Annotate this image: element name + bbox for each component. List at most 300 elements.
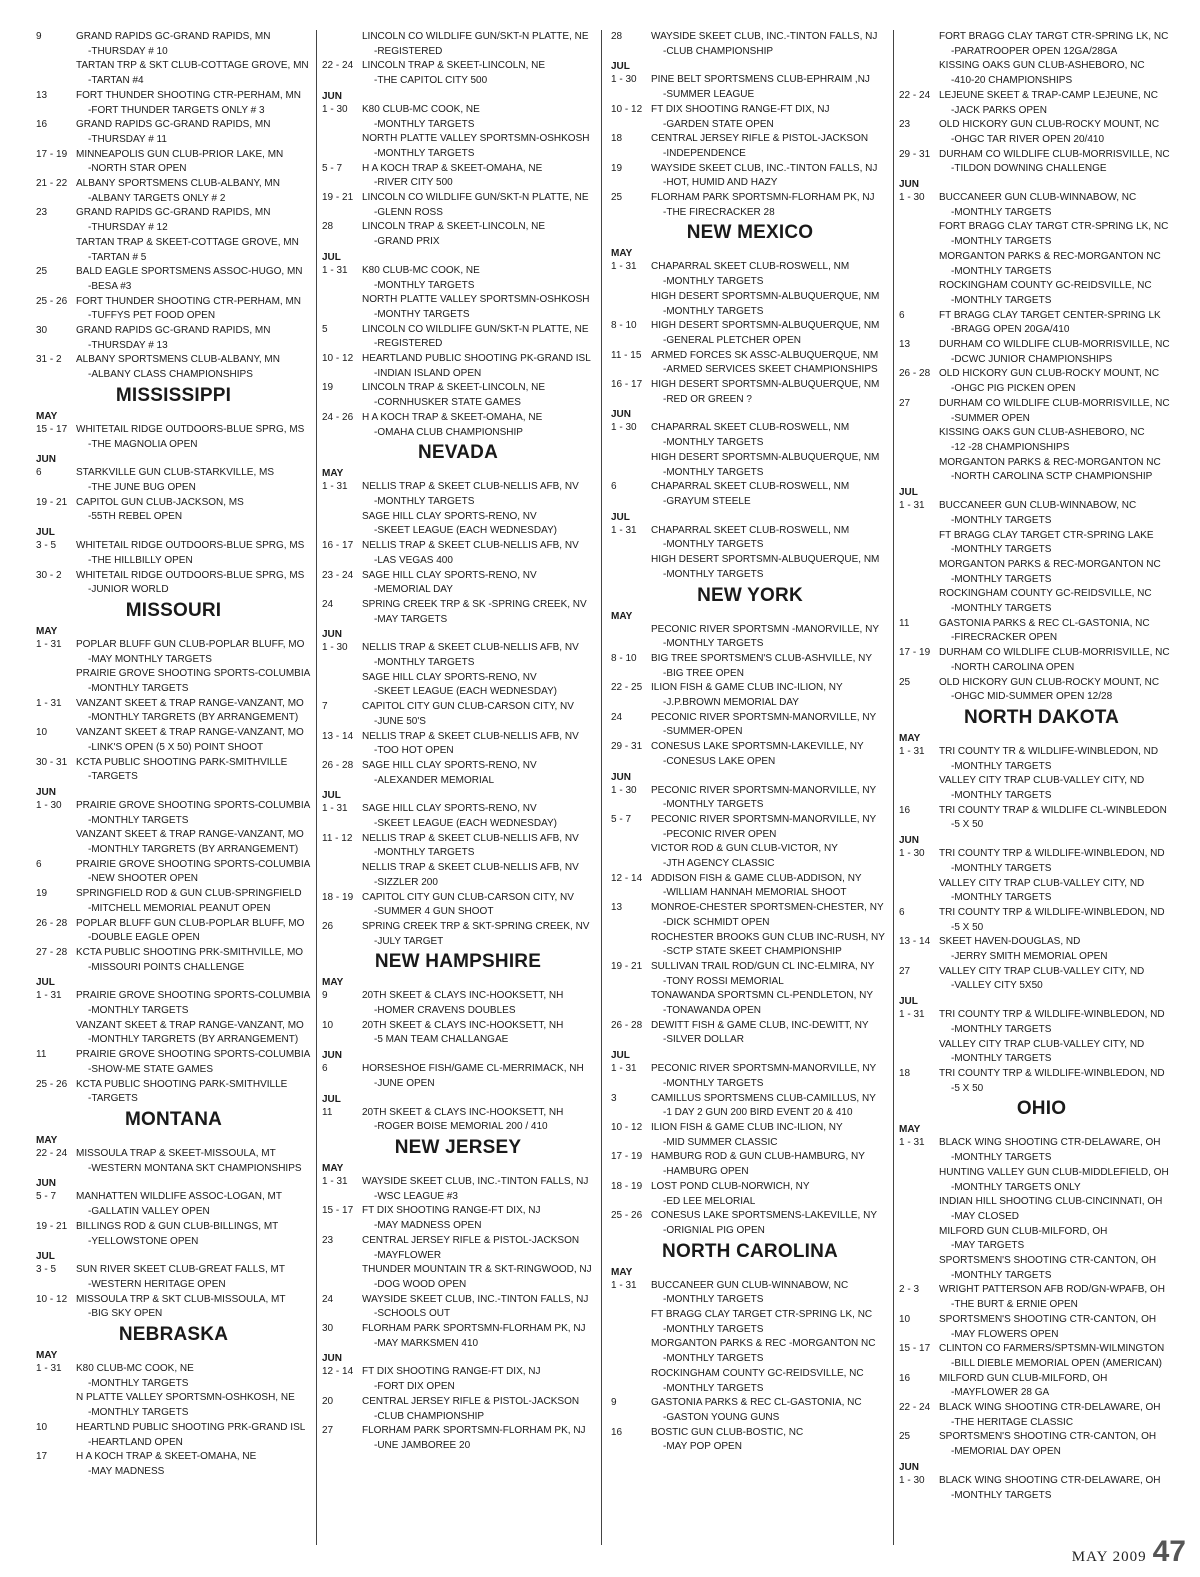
club-location: DEWITT FISH & GAME CLUB, INC-DEWITT, NY [651, 1019, 869, 1031]
event-entry [36, 324, 311, 353]
event-entry [611, 30, 889, 59]
club-location: POPLAR BLUFF GUN CLUB-POPLAR BLUFF, MO [76, 638, 305, 650]
event-name: -ROGER BOISE MEMORIAL 200 / 410 [374, 1121, 548, 1133]
club-location: DURHAM CO WILDLIFE CLUB-MORRISVILLE, NC [939, 148, 1170, 160]
column-1 [36, 30, 311, 1550]
event-name: -LINK'S OPEN (5 X 50) POINT SHOOT [88, 741, 264, 753]
event-dates: 1 - 30 [899, 1474, 925, 1486]
event-dates: 10 [899, 1313, 911, 1325]
event-entry [322, 352, 594, 381]
event-entry [322, 103, 594, 162]
event-name: -5 X 50 [951, 819, 984, 831]
club-location: ROCKINGHAM COUNTY GC-REIDSVILLE, NC [939, 280, 1152, 292]
event-entry [611, 813, 889, 872]
event-entry [611, 711, 889, 740]
event-dates: 10 - 12 [611, 103, 643, 115]
club-location: POPLAR BLUFF GUN CLUB-POPLAR BLUFF, MO [76, 917, 305, 929]
club-location: K80 CLUB-MC COOK, NE [362, 264, 480, 276]
event-dates: 10 [36, 1421, 48, 1433]
club-location: SPRING CREEK TRP & SK -SPRING CREEK, NV [362, 598, 587, 610]
event-name: -DICK SCHMIDT OPEN [663, 916, 770, 928]
event-name: -TONY ROSSI MEMORIAL [663, 975, 784, 987]
club-location: CONESUS LAKE SPORTSMENS-LAKEVILLE, NY [651, 1210, 878, 1222]
event-dates: 30 [36, 325, 48, 337]
column-divider [601, 30, 602, 1545]
event-name: -GENERAL PLETCHER OPEN [663, 334, 801, 346]
club-location: PRAIRIE GROVE SHOOTING SPORTS-COLUMBIA [76, 858, 311, 870]
club-location: HIGH DESERT SPORTSMN-ALBUQUERQUE, NM [651, 320, 880, 332]
event-entry [36, 496, 311, 525]
event-entry [899, 397, 1184, 485]
event-name: -ALEXANDER MEMORIAL [374, 774, 495, 786]
event-entry [899, 804, 1184, 833]
month-label: MAY [322, 468, 344, 480]
state-heading: NORTH DAKOTA [963, 706, 1120, 728]
club-location: MILFORD GUN CLUB-MILFORD, OH [939, 1372, 1108, 1384]
event-name: -SUMMER-OPEN [663, 726, 743, 738]
event-name: -JTH AGENCY CLASSIC [663, 858, 775, 870]
event-dates: 27 [899, 397, 911, 409]
event-entry [899, 1313, 1184, 1342]
club-location: FT DIX SHOOTING RANGE-FT DIX, NJ [651, 103, 830, 115]
event-dates: 15 - 17 [322, 1205, 354, 1217]
event-dates: 29 - 31 [899, 148, 931, 160]
event-dates: 1 - 30 [611, 74, 637, 86]
club-location: DURHAM CO WILDLIFE CLUB-MORRISVILLE, NC [939, 339, 1170, 351]
club-location: FORT BRAGG CLAY TARGT CTR-SPRING LK, NC [939, 221, 1169, 233]
event-entry [611, 319, 889, 348]
event-name: -SUMMER OPEN [951, 412, 1030, 424]
club-location: WHITETAIL RIDGE OUTDOORS-BLUE SPRG, MS [76, 540, 305, 552]
month-label: JUN [36, 1178, 57, 1190]
month-label: MAY [611, 610, 633, 622]
event-dates: 10 - 12 [322, 353, 354, 365]
event-entry [36, 946, 311, 975]
event-entry [36, 858, 311, 887]
event-entry [322, 1019, 594, 1048]
event-entry [611, 1019, 889, 1048]
event-entry [36, 569, 311, 598]
event-entry [611, 421, 889, 480]
event-dates: 1 - 30 [322, 642, 348, 654]
event-entry [322, 832, 594, 891]
event-name: -MAYFLOWER 28 GA [951, 1387, 1050, 1399]
event-name: -MAY MONTHLY TARGETS [88, 653, 212, 665]
event-name: -MONTHLY TARGETS [663, 466, 764, 478]
event-dates: 11 [36, 1049, 47, 1061]
event-dates: 21 - 22 [36, 178, 68, 190]
event-dates: 1 - 31 [899, 1137, 925, 1149]
club-location: BUCCANEER GUN CLUB-WINNABOW, NC [939, 500, 1137, 512]
club-location: H A KOCH TRAP & SKEET-OMAHA, NE [362, 411, 543, 423]
event-name: -JERRY SMITH MEMORIAL OPEN [951, 951, 1108, 963]
club-location: WHITETAIL RIDGE OUTDOORS-BLUE SPRG, MS [76, 423, 305, 435]
event-entry [36, 887, 311, 916]
event-dates: 1 - 30 [899, 848, 925, 860]
club-location: TRI COUNTY TRP & WILDLIFE-WINBLEDON, ND [939, 848, 1165, 860]
event-entry [611, 740, 889, 769]
event-name: -MONTHLY TARGETS [663, 1323, 764, 1335]
club-location: MONROE-CHESTER SPORTSMEN-CHESTER, NY [651, 902, 884, 914]
event-name: -ORIGNIAL PIG OPEN [663, 1224, 765, 1236]
club-location: TONAWANDA SPORTSMN CL-PENDLETON, NY [651, 990, 874, 1002]
club-location: OLD HICKORY GUN CLUB-ROCKY MOUNT, NC [939, 119, 1160, 131]
club-location: KCTA PUBLIC SHOOTING PARK-SMITHVILLE [76, 1078, 288, 1090]
club-location: MORGANTON PARKS & REC-MORGANTON NC [939, 558, 1161, 570]
event-name: -MAY MADNESS [88, 1465, 165, 1477]
event-entry [611, 103, 889, 132]
event-name: -THE MAGNOLIA OPEN [88, 438, 198, 450]
event-entry [36, 89, 311, 118]
event-entry [36, 177, 311, 206]
event-dates: 28 [322, 221, 334, 233]
club-location: FT DIX SHOOTING RANGE-FT DIX, NJ [362, 1366, 541, 1378]
club-location: VANZANT SKEET & TRAP RANGE-VANZANT, MO [76, 727, 304, 739]
month-label: JUL [36, 527, 55, 539]
event-entry [36, 917, 311, 946]
event-name: -MONTHLY TARGRETS (BY ARRANGEMENT) [88, 712, 299, 724]
club-location: NORTH PLATTE VALLEY SPORTSMN-OSHKOSH [362, 294, 590, 306]
club-location: ALBANY SPORTSMENS CLUB-ALBANY, MN [76, 178, 280, 190]
event-dates: 26 - 28 [899, 368, 931, 380]
event-entry [322, 1293, 594, 1322]
event-entry [36, 1190, 311, 1219]
event-dates: 9 [36, 31, 42, 42]
club-location: GRAND RAPIDS GC-GRAND RAPIDS, MN [76, 31, 271, 42]
event-dates: 30 - 2 [36, 569, 62, 581]
column-divider [316, 30, 317, 1545]
event-name: -GALLATIN VALLEY OPEN [88, 1206, 210, 1218]
club-location: INDIAN HILL SHOOTING CLUB-CINCINNATI, OH [939, 1196, 1163, 1208]
event-name: -ARMED SERVICES SKEET CHAMPIONSHIPS [663, 364, 878, 376]
event-entry [899, 1136, 1184, 1283]
club-location: WHITETAIL RIDGE OUTDOORS-BLUE SPRG, MS [76, 569, 305, 581]
event-name: -MONTHLY TARGETS [951, 265, 1052, 277]
event-entry [899, 30, 1184, 89]
event-entry [611, 1121, 889, 1150]
club-location: KISSING OAKS GUN CLUB-ASHEBORO, NC [939, 60, 1145, 72]
event-dates: 1 - 31 [611, 1279, 637, 1291]
event-dates: 1 - 31 [611, 1063, 637, 1075]
club-location: CAPITOL CITY GUN CLUB-CARSON CITY, NV [362, 891, 574, 903]
event-dates: 30 [322, 1323, 334, 1335]
state-heading: MISSISSIPPI [115, 384, 232, 406]
event-entry [611, 349, 889, 378]
club-location: CHAPARRAL SKEET CLUB-ROSWELL, NM [651, 524, 850, 536]
club-location: H A KOCH TRAP & SKEET-OMAHA, NE [76, 1451, 257, 1463]
month-label: JUN [899, 835, 920, 847]
event-name: -NORTH CAROLINA SCTP CHAMPIONSHIP [951, 471, 1153, 483]
event-name: -MONTHLY TARGETS [88, 1377, 189, 1389]
event-dates: 1 - 30 [899, 192, 925, 204]
event-dates: 1 - 30 [36, 799, 62, 811]
column-2 [322, 30, 594, 1550]
event-entry [611, 1426, 889, 1455]
event-entry [322, 162, 594, 191]
club-location: ILION FISH & GAME CLUB INC-ILION, NY [651, 1122, 843, 1133]
month-label: MAY [36, 1135, 58, 1146]
event-dates: 1 - 31 [899, 500, 925, 512]
event-name: -MONTHLY TARGETS [951, 892, 1052, 904]
month-label: MAY [899, 1124, 921, 1136]
club-location: WAYSIDE SKEET CLUB, INC.-TINTON FALLS, NJ [362, 1176, 589, 1187]
event-name: -TARTAN # 5 [88, 251, 147, 263]
club-location: FLORHAM PARK SPORTSMN-FLORHAM PK, NJ [362, 1323, 586, 1335]
event-entry [611, 1150, 889, 1179]
event-name: -BILL DIEBLE MEMORIAL OPEN (AMERICAN) [951, 1357, 1162, 1369]
club-location: MORGANTON PARKS & REC-MORGANTON NC [939, 250, 1161, 262]
event-name: -INDIAN ISLAND OPEN [374, 367, 482, 379]
event-entry [322, 802, 594, 831]
event-entry [322, 480, 594, 539]
event-dates: 3 [611, 1092, 617, 1104]
club-location: PECONIC RIVER SPORTSMN-MANORVILLE, NY [651, 784, 877, 796]
club-location: CENTRAL JERSEY RIFLE & PISTOL-JACKSON [362, 1234, 580, 1246]
month-label: JUL [611, 1050, 630, 1062]
event-name: -WESTERN MONTANA SKT CHAMPIONSHIPS [88, 1162, 302, 1174]
club-location: 20TH SKEET & CLAYS INC-HOOKSETT, NH [362, 990, 564, 1002]
event-entry [899, 148, 1184, 177]
event-name: -BIG SKY OPEN [88, 1308, 163, 1320]
club-location: BUCCANEER GUN CLUB-WINNABOW, NC [939, 192, 1137, 204]
event-dates: 10 - 12 [36, 1293, 68, 1305]
event-dates: 25 - 26 [36, 1078, 68, 1090]
event-dates: 6 [899, 309, 905, 321]
club-location: OLD HICKORY GUN CLUB-ROCKY MOUNT, NC [939, 676, 1160, 688]
event-entry [899, 499, 1184, 617]
event-name: -TARTAN #4 [88, 75, 144, 87]
event-name: -MONTHLY TARGETS [374, 495, 475, 507]
event-name: -SCHOOLS OUT [374, 1308, 451, 1320]
event-entry [611, 623, 889, 652]
month-label: JUN [611, 771, 632, 783]
event-name: -MAY MARKSMEN 410 [374, 1337, 479, 1349]
event-name: -TARGETS [88, 771, 138, 783]
state-heading: NEVADA [417, 442, 499, 464]
club-location: KISSING OAKS GUN CLUB-ASHEBORO, NC [939, 427, 1145, 439]
event-dates: 2 - 3 [899, 1284, 920, 1296]
event-name: -MAY POP OPEN [663, 1441, 742, 1453]
month-label: MAY [36, 1350, 58, 1362]
event-name: -5 X 50 [951, 1082, 984, 1094]
club-location: BILLINGS ROD & GUN CLUB-BILLINGS, MT [76, 1220, 279, 1232]
club-location: VALLEY CITY TRAP CLUB-VALLEY CITY, ND [939, 775, 1145, 787]
club-location: STARKVILLE GUN CLUB-STARKVILLE, MS [76, 467, 275, 479]
event-name: -THURSDAY # 10 [88, 45, 168, 57]
club-location: LINCOLN TRAP & SKEET-LINCOLN, NE [362, 60, 546, 72]
event-name: -JUNIOR WORLD [88, 584, 169, 596]
event-dates: 1 - 31 [36, 638, 62, 650]
event-name: -SKEET LEAGUE (EACH WEDNESDAY) [374, 818, 557, 830]
club-location: ILION FISH & GAME CLUB INC-ILION, NY [651, 682, 843, 694]
event-dates: 6 [36, 858, 42, 870]
club-location: LINCOLN CO WILDLIFE GUN/SKT-N PLATTE, NE [362, 323, 589, 335]
event-entry [322, 920, 594, 949]
event-name: -SIZZLER 200 [374, 876, 438, 888]
event-entry [611, 378, 889, 407]
event-entry [611, 652, 889, 681]
event-name: -MONTHLY TARGRETS (BY ARRANGEMENT) [88, 1034, 299, 1046]
month-label: JUN [36, 454, 57, 466]
event-entry [36, 1220, 311, 1249]
month-label: JUL [899, 487, 918, 499]
event-entry [611, 681, 889, 710]
event-name: -TOO HOT OPEN [374, 745, 454, 757]
event-entry [322, 759, 594, 788]
club-location: N PLATTE VALLEY SPORTSMN-OSHKOSH, NE [76, 1392, 295, 1404]
club-location: TARTAN TRAP & SKEET-COTTAGE GROVE, MN [76, 236, 299, 248]
club-location: SAGE HILL CLAY SPORTS-RENO, NV [362, 803, 537, 815]
month-label: MAY [36, 410, 58, 422]
column-3 [611, 30, 889, 1550]
event-dates: 22 - 24 [322, 60, 354, 72]
event-entry [36, 353, 311, 382]
event-name: -HEARTLAND OPEN [88, 1436, 183, 1448]
event-name: -MONTHLY TARGETS [951, 1023, 1052, 1035]
club-location: MORGANTON PARKS & REC-MORGANTON NC [939, 456, 1161, 468]
club-location: PRAIRIE GROVE SHOOTING SPORTS-COLUMBIA [76, 1049, 311, 1061]
event-entry [322, 700, 594, 729]
club-location: FORT THUNDER SHOOTING CTR-PERHAM, MN [76, 89, 302, 101]
event-entry [322, 1175, 594, 1204]
club-location: TRI COUNTY TRP & WILDLIFE-WINBLEDON, ND [939, 1009, 1165, 1021]
event-dates: 20 [322, 1395, 334, 1407]
event-name: -MONTHLY TARGETS [951, 514, 1052, 526]
event-name: -JULY TARGET [374, 935, 444, 947]
club-location: VICTOR ROD & GUN CLUB-VICTOR, NY [651, 843, 838, 855]
event-entry [36, 1450, 311, 1479]
club-location: SAGE HILL CLAY SPORTS-RENO, NV [362, 671, 537, 683]
event-name: -HOT, HUMID AND HAZY [663, 177, 778, 189]
event-dates: 26 - 28 [611, 1019, 643, 1031]
event-name: -MONTHLY TARGETS [663, 1353, 764, 1365]
event-dates: 25 - 26 [36, 295, 68, 307]
club-location: CHAPARRAL SKEET CLUB-ROSWELL, NM [651, 481, 850, 493]
event-dates: 10 [322, 1019, 334, 1031]
event-entry [322, 539, 594, 568]
event-dates: 1 - 31 [322, 264, 348, 276]
club-location: BLACK WING SHOOTING CTR-DELAWARE, OH [939, 1137, 1161, 1149]
event-dates: 5 - 7 [611, 813, 632, 825]
club-location: ROCHESTER BROOKS GUN CLUB INC-RUSH, NY [651, 931, 885, 943]
event-entry [611, 1180, 889, 1209]
event-dates: 1 - 31 [611, 261, 637, 273]
event-dates: 23 - 24 [322, 569, 354, 581]
event-name: -SCTP STATE SKEET CHAMPIONSHIP [663, 946, 842, 958]
event-dates: 22 - 24 [899, 89, 931, 101]
club-location: NELLIS TRAP & SKEET CLUB-NELLIS AFB, NV [362, 832, 579, 844]
event-entry [36, 30, 311, 89]
event-dates: 27 - 28 [36, 946, 68, 958]
event-name: -SKEET LEAGUE (EACH WEDNESDAY) [374, 686, 557, 698]
event-dates: 27 [322, 1425, 334, 1437]
event-entry [36, 1421, 311, 1450]
event-dates: 13 [36, 89, 48, 101]
month-label: JUN [611, 409, 632, 421]
club-location: PRAIRIE GROVE SHOOTING SPORTS-COLUMBIA [76, 799, 311, 811]
event-name: -DOG WOOD OPEN [374, 1278, 467, 1290]
month-label: MAY [899, 732, 921, 744]
club-location: CLINTON CO FARMERS/SPTSMN-WILMINGTON [939, 1343, 1165, 1355]
event-dates: 18 - 19 [322, 891, 354, 903]
event-dates: 31 - 2 [36, 354, 62, 366]
page-number: 47 [1152, 1535, 1186, 1568]
event-dates: 5 [322, 323, 328, 335]
event-entry [899, 118, 1184, 147]
club-location: SULLIVAN TRAIL ROD/GUN CL INC-ELMIRA, NY [651, 960, 875, 972]
club-location: SPORTSMEN'S SHOOTING CTR-CANTON, OH [939, 1313, 1157, 1325]
event-entry [611, 260, 889, 319]
club-location: PRAIRIE GROVE SHOOTING SPORTS-COLUMBIA [76, 668, 311, 680]
event-name: -OHGC MID-SUMMER OPEN 12/28 [951, 691, 1113, 703]
event-entry [322, 1204, 594, 1233]
event-name: -MONTHLY TARGETS [951, 206, 1052, 218]
club-location: BUCCANEER GUN CLUB-WINNABOW, NC [651, 1279, 849, 1291]
event-dates [899, 30, 939, 89]
event-entry [611, 960, 889, 1019]
club-location: CONESUS LAKE SPORTSMN-LAKEVILLE, NY [651, 741, 864, 753]
club-location: HEARTLAND PUBLIC SHOOTING PK-GRAND ISL [362, 353, 591, 365]
event-dates: 19 [611, 162, 623, 174]
event-dates: 16 - 17 [322, 540, 354, 552]
event-name: -THE HERITAGE CLASSIC [951, 1416, 1074, 1428]
event-dates: 26 - 28 [36, 917, 68, 929]
event-entry [36, 638, 311, 697]
event-entry [322, 1395, 594, 1424]
event-dates: 1 - 31 [611, 524, 637, 536]
event-entry [36, 697, 311, 726]
event-name: -RIVER CITY 500 [374, 177, 453, 189]
event-name: -12 -28 CHAMPIONSHIPS [951, 441, 1070, 453]
event-entry [611, 524, 889, 583]
event-name: -MAY CLOSED [951, 1210, 1019, 1222]
event-dates: 26 - 28 [322, 759, 354, 771]
event-dates: 11 [899, 617, 910, 629]
event-name: -MONTHLY TARGETS [374, 118, 475, 130]
event-name: -MONTHLY TARGETS [951, 790, 1052, 802]
event-dates: 13 - 14 [322, 730, 354, 742]
month-label: JUN [322, 1353, 343, 1365]
event-entry [899, 1372, 1184, 1401]
state-heading: NEW JERSEY [394, 1137, 522, 1158]
event-name: -MAY TARGETS [374, 613, 448, 625]
event-entry [899, 646, 1184, 675]
event-name: -JUNE OPEN [374, 1077, 435, 1089]
state-heading: NEW YORK [697, 584, 803, 606]
club-location: PINE BELT SPORTSMENS CLUB-EPHRAIM ,NJ [651, 74, 870, 86]
club-location: MISSOULA TRAP & SKEET-MISSOULA, MT [76, 1148, 276, 1159]
state-heading: NEW MEXICO [686, 222, 814, 244]
month-label: JUL [36, 1251, 55, 1263]
event-entry [899, 906, 1184, 935]
event-entry [36, 726, 311, 755]
event-name: -JUNE 50'S [374, 715, 426, 727]
club-location: VALLEY CITY TRAP CLUB-VALLEY CITY, ND [939, 877, 1145, 889]
event-name: -MONTHLY TARGETS [663, 568, 764, 580]
club-location: PRAIRIE GROVE SHOOTING SPORTS-COLUMBIA [76, 990, 311, 1002]
event-dates: 24 [322, 1293, 334, 1305]
club-location: GRAND RAPIDS GC-GRAND RAPIDS, MN [76, 207, 271, 219]
event-entry [36, 989, 311, 1048]
event-name: -GARDEN STATE OPEN [663, 118, 774, 130]
event-dates: 19 [322, 382, 334, 394]
club-location: TARTAN TRP & SKT CLUB-COTTAGE GROVE, MN [76, 60, 309, 72]
event-name: -HAMBURG OPEN [663, 1166, 749, 1178]
event-dates: 1 - 31 [322, 803, 348, 815]
club-location: GASTONIA PARKS & REC CL-GASTONIA, NC [651, 1397, 862, 1409]
event-entry [322, 411, 594, 440]
event-name: -MAYFLOWER [374, 1249, 442, 1261]
